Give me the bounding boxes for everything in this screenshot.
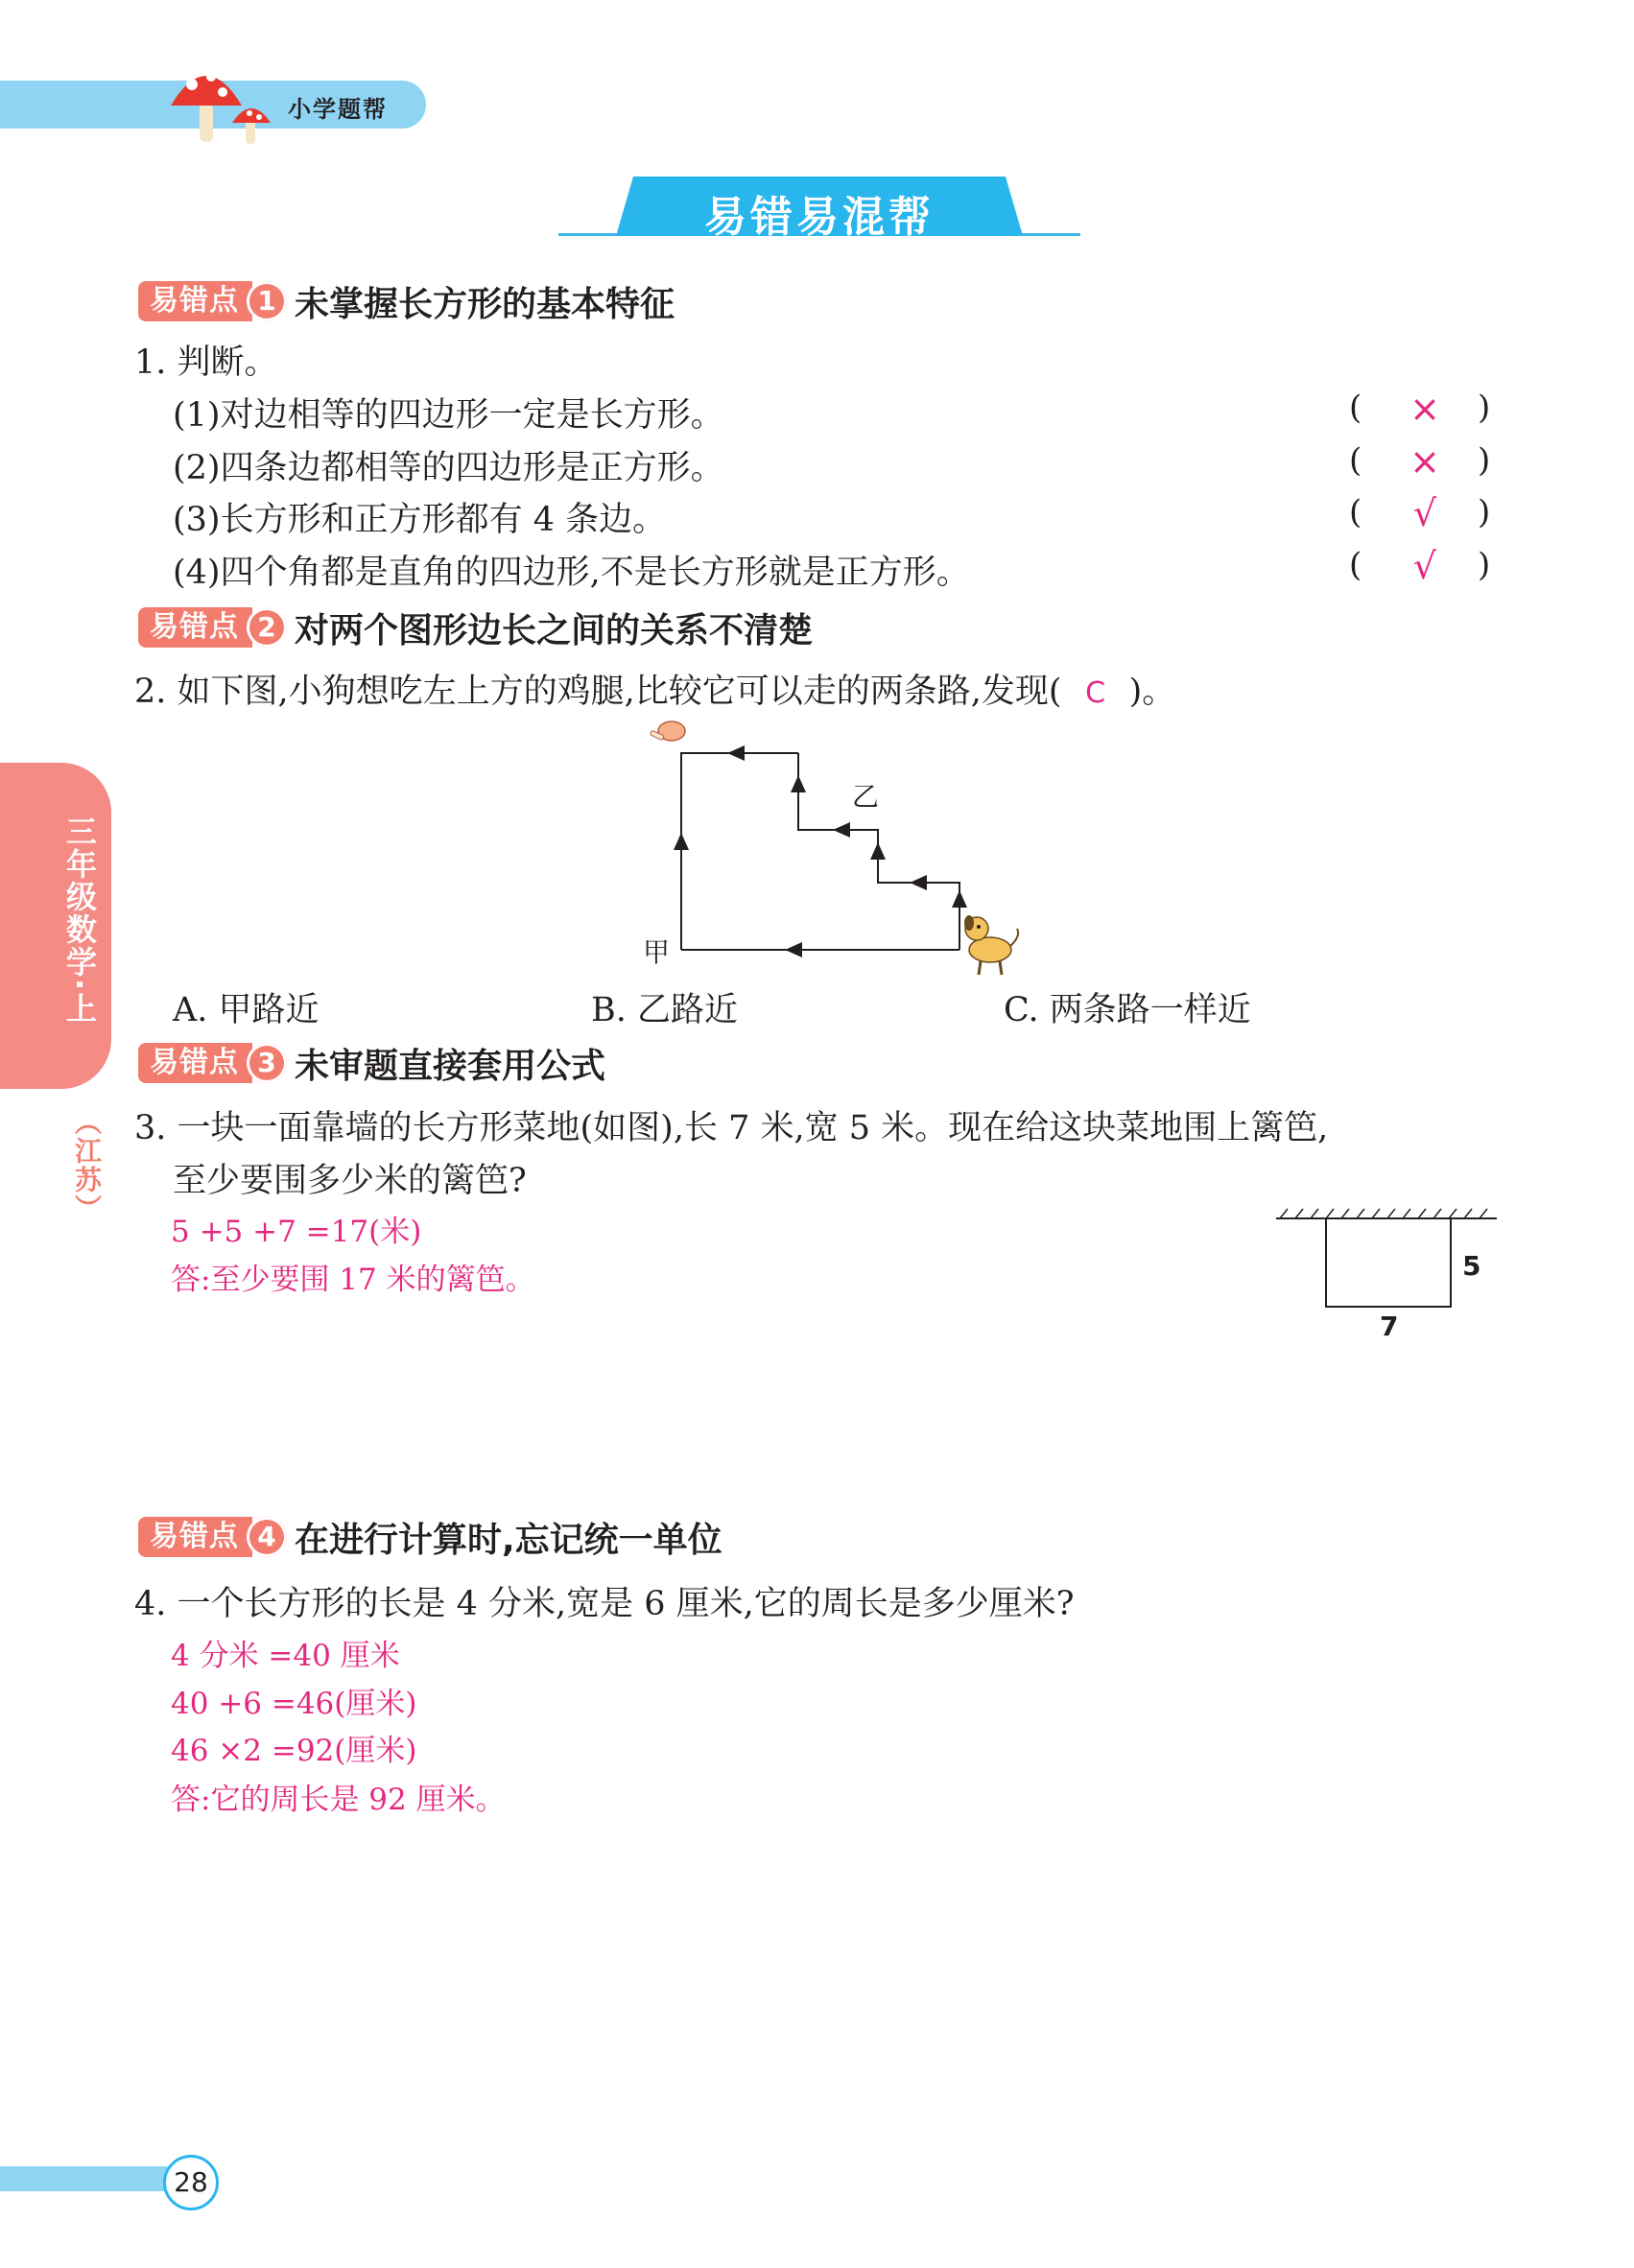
q4-answer-line-3: 46 ×2 =92(厘米) (171, 1734, 417, 1768)
q4-answer-line-1: 4 分米 =40 厘米 (171, 1639, 400, 1673)
answer-bracket-open: ( (1349, 546, 1362, 584)
q1-item-2: (2)四条边都相等的四边形是正方形。 (173, 449, 724, 487)
mushroom-logo-icon (163, 56, 278, 148)
figure-width-label: 5 (1462, 1250, 1481, 1282)
q4-answer-line-2: 40 +6 =46(厘米) (171, 1687, 417, 1721)
error-point-tag: 易错点 (138, 607, 252, 648)
answer-bracket-open: ( (1349, 389, 1362, 427)
side-tab-region: （江苏） (71, 1108, 103, 1223)
q4-answer-line-4: 答:它的周长是 92 厘米。 (171, 1783, 506, 1817)
q2-stem (134, 665, 1175, 713)
garden-figure (1267, 1199, 1506, 1353)
q1-stem: 1. 判断。 (134, 343, 278, 382)
error-point-title: 在进行计算时,忘记统一单位 (295, 1520, 722, 1560)
q1-answer-1: × (1409, 388, 1440, 430)
error-point-title: 未掌握长方形的基本特征 (295, 284, 675, 324)
error-point-number: 2 (247, 607, 287, 648)
error-point-heading-2 (138, 604, 813, 650)
q1-item-3: (3)长方形和正方形都有 4 条边。 (173, 501, 667, 539)
q2-option-c: C. 两条路一样近 (1004, 991, 1251, 1029)
q3-stem-line1: 3. 一块一面靠墙的长方形菜地(如图),长 7 米,宽 5 米。现在给这块菜地围上篱笆, (134, 1109, 1329, 1147)
path-label-yi: 乙 (852, 781, 880, 813)
q2-option-a: A. 甲路近 (173, 991, 320, 1029)
path-diagram (633, 710, 1036, 988)
chicken-leg-icon (650, 721, 685, 741)
q3-answer-line-2: 答:至少要围 17 米的篱笆。 (171, 1263, 535, 1297)
q2-stem-before: 2. 如下图,小狗想吃左上方的鸡腿,比较它可以走的两条路,发现( (134, 673, 1062, 711)
error-point-tag: 易错点 (138, 1517, 252, 1557)
q3-answer-line-1: 5 +5 +7 =17(米) (171, 1215, 422, 1249)
header-label: 小学题帮 (288, 96, 388, 123)
error-point-number: 1 (247, 281, 287, 321)
page-title: 易错易混帮 (704, 193, 935, 242)
error-point-number: 4 (247, 1517, 287, 1557)
side-tab-grade: 三年级数学·上 (61, 815, 98, 1026)
q2-option-b: B. 乙路近 (591, 991, 738, 1029)
q1-answer-2: × (1409, 440, 1440, 483)
answer-bracket-close: ) (1478, 441, 1491, 480)
answer-bracket-open: ( (1349, 493, 1362, 532)
error-point-title: 对两个图形边长之间的关系不清楚 (295, 610, 814, 650)
error-point-heading-1 (138, 278, 675, 324)
q1-answer-4: √ (1412, 545, 1437, 587)
q3-stem-line2: 至少要围多少米的篱笆? (173, 1162, 527, 1200)
error-point-tag: 易错点 (138, 1043, 252, 1083)
page-number: 28 (163, 2155, 219, 2210)
path-label-jia: 甲 (643, 936, 671, 968)
error-point-heading-3 (138, 1040, 605, 1086)
q2-stem-after: )。 (1128, 673, 1176, 711)
figure-length-label: 7 (1380, 1311, 1399, 1342)
dog-icon (964, 915, 1018, 975)
answer-bracket-close: ) (1478, 546, 1491, 584)
q1-item-4: (4)四个角都是直角的四边形,不是长方形就是正方形。 (173, 554, 970, 592)
error-point-title: 未审题直接套用公式 (295, 1046, 606, 1086)
q4-stem: 4. 一个长方形的长是 4 分米,宽是 6 厘米,它的周长是多少厘米? (134, 1585, 1075, 1623)
answer-bracket-close: ) (1478, 389, 1491, 427)
error-point-heading-4 (138, 1514, 722, 1560)
q1-answer-3: √ (1412, 492, 1437, 534)
error-point-number: 3 (247, 1043, 287, 1083)
answer-bracket-open: ( (1349, 441, 1362, 480)
error-point-tag: 易错点 (138, 281, 252, 321)
q2-answer: C (1085, 676, 1106, 710)
q1-item-1: (1)对边相等的四边形一定是长方形。 (173, 396, 724, 435)
answer-bracket-close: ) (1478, 493, 1491, 532)
